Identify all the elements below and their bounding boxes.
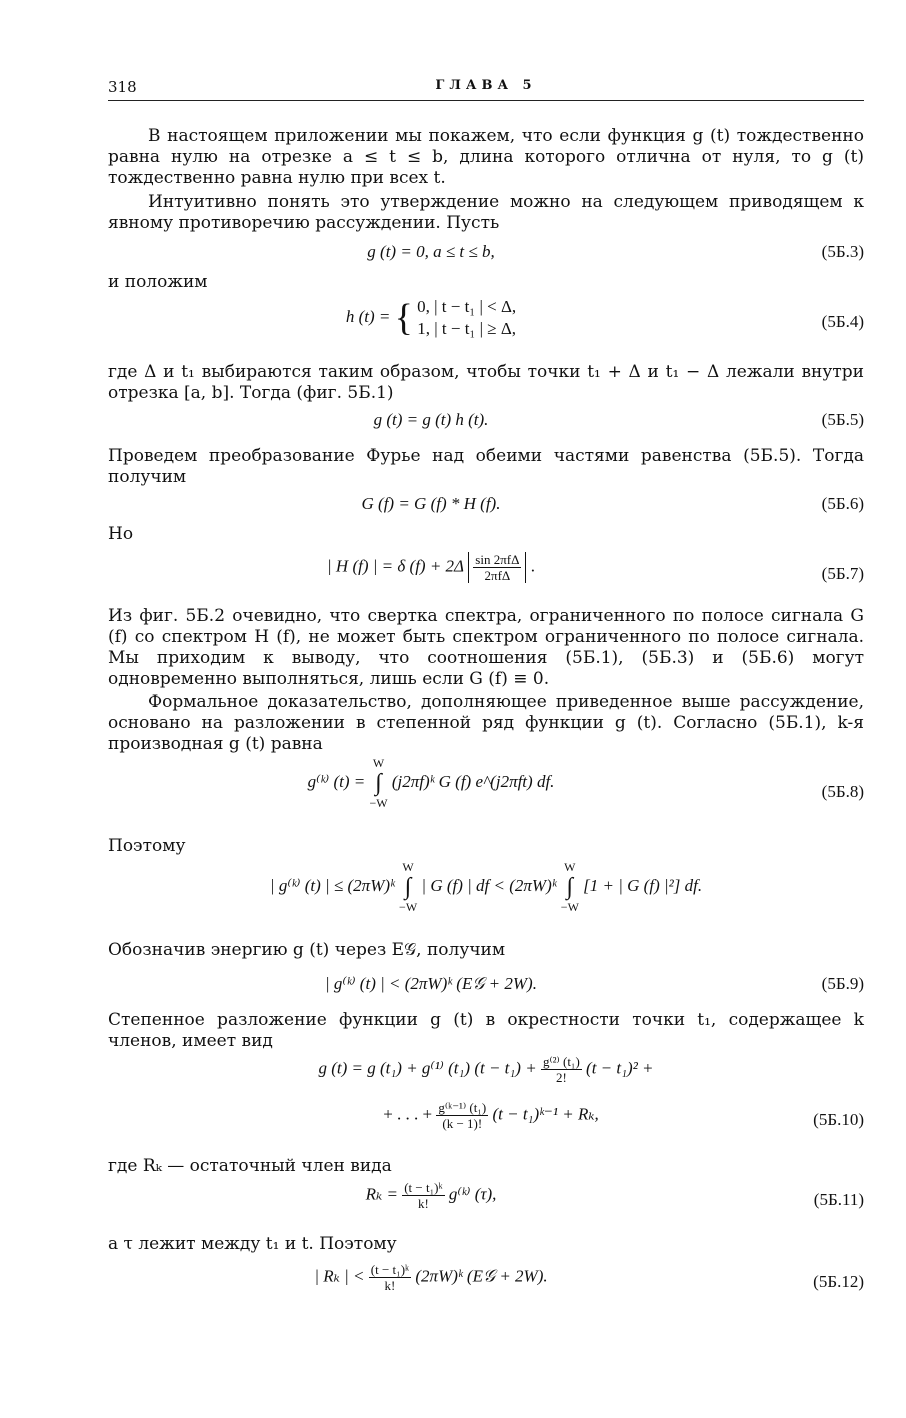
eq-5b11-frac-num: (t − t₁)ᵏ bbox=[404, 1180, 443, 1195]
integral-upper: W bbox=[372, 756, 385, 770]
eq-5b8-lhs: g⁽ᵏ⁾ (t) = bbox=[307, 771, 366, 791]
eq-5b10-part-b: (t − t₁)² + bbox=[586, 1058, 654, 1078]
eq-5b9-number: (5Б.9) bbox=[821, 974, 864, 993]
eq-5b4-case-2: 1, | t − t₁ | ≥ Δ, bbox=[417, 319, 517, 338]
eq-5b12-number: (5Б.12) bbox=[813, 1272, 864, 1291]
eq-5b12-rhs: (2πW)ᵏ (E𝒢 + 2W). bbox=[415, 1266, 548, 1286]
eq-5b11-lhs: Rₖ = bbox=[365, 1184, 398, 1204]
integral-upper: W bbox=[564, 860, 576, 874]
eq-5b7-number: (5Б.7) bbox=[821, 564, 864, 583]
integral-lower: −W bbox=[369, 796, 388, 810]
eq-5b7-frac-num: sin 2πfΔ bbox=[475, 552, 520, 567]
eq-5b12-lhs: | Rₖ | < bbox=[314, 1266, 365, 1286]
eq-5b10-fraction-1 bbox=[541, 1054, 582, 1085]
eq-5b7-frac-den: 2πfΔ bbox=[484, 568, 511, 583]
eq-5b3-body: g (t) = 0, a ≤ t ≤ b, bbox=[367, 242, 495, 261]
equation-5b4 bbox=[108, 296, 864, 346]
ineq-part-a: | g⁽ᵏ⁾ (t) | ≤ (2πW)ᵏ bbox=[269, 875, 395, 895]
paragraph-remainder: где Rₖ — остаточный член вида bbox=[108, 1156, 392, 1176]
eq-5b4-case-1: 0, | t − t₁ | < Δ, bbox=[417, 297, 517, 316]
eq-5b10-part-c: + . . . + bbox=[383, 1104, 433, 1124]
eq-5b11-number: (5Б.11) bbox=[813, 1190, 864, 1209]
eq-5b4-number: (5Б.4) bbox=[821, 312, 864, 331]
equation-inequality bbox=[108, 860, 864, 930]
eq-5b5-number: (5Б.5) bbox=[821, 410, 864, 429]
eq-5b10-frac2-den: (k − 1)! bbox=[442, 1116, 483, 1131]
eq-5b8-number: (5Б.8) bbox=[821, 782, 864, 801]
eq-5b11-frac-den: k! bbox=[417, 1196, 429, 1211]
integral-lower: −W bbox=[560, 900, 579, 914]
equation-5b10-line1 bbox=[108, 1054, 864, 1094]
ineq-part-b: | G (f) | df < (2πW)ᵏ bbox=[421, 875, 557, 895]
eq-5b6-body: G (f) = G (f) * H (f). bbox=[361, 494, 501, 513]
eq-5b4-lhs: h (t) = bbox=[345, 306, 391, 326]
paragraph-energy: Обозначив энергию g (t) через E𝒢, получим bbox=[108, 940, 506, 960]
eq-5b12-frac-num: (t − t₁)ᵏ bbox=[370, 1262, 410, 1277]
paragraph-convolution: Из фиг. 5Б.2 очевидно, что свертка спектра, ограниченного по полосе сигнала G (f) со спектром H (f), не может быть спектром ограниченного по полосе сигнала. Мы приходим к выводу, что соотношения (5Б.1), (5Б.3) и (5Б.6) могут одновременно выполняться, лишь если G (f) ≡ 0. bbox=[108, 606, 864, 689]
eq-5b4-cases bbox=[417, 296, 516, 340]
integral-lower: −W bbox=[399, 900, 418, 914]
eq-5b11-rhs: g⁽ᵏ⁾ (τ), bbox=[448, 1184, 497, 1204]
eq-5b10-fraction-2 bbox=[436, 1100, 488, 1131]
eq-5b10-frac1-den: 2! bbox=[555, 1070, 567, 1085]
eq-5b8-rhs: (j2πf)ᵏ G (f) e^(j2πft) df. bbox=[391, 771, 555, 791]
page-number: 318 bbox=[108, 78, 137, 96]
paragraph-fourier: Проведем преобразование Фурье над обеими частями равенства (5Б.5). Тогда получим bbox=[108, 446, 864, 487]
paragraph-intuition: Интуитивно понять это утверждение можно на следующем приводящем к явному противоречию рассуждении. Пусть bbox=[108, 192, 864, 233]
running-header bbox=[108, 78, 864, 101]
eq-5b7-abs bbox=[468, 552, 526, 583]
eq-5b5-body: g (t) = g (t) h (t). bbox=[373, 410, 489, 429]
eq-5b3-number: (5Б.3) bbox=[821, 242, 864, 261]
eq-5b9-body: | g⁽ᵏ⁾ (t) | < (2πW)ᵏ (E𝒢 + 2W). bbox=[325, 974, 537, 993]
paragraph-tau: а τ лежит между t₁ и t. Поэтому bbox=[108, 1234, 397, 1254]
eq-5b10-frac2-num: g⁽ᵏ⁻¹⁾ (t₁) bbox=[438, 1100, 487, 1115]
integral-symbol: W ∫ −W bbox=[369, 756, 388, 810]
eq-5b11-fraction bbox=[402, 1180, 444, 1211]
paragraph-intro: В настоящем приложении мы покажем, что если функция g (t) тождественно равна нулю на отрезке a ≤ t ≤ b, длина которого отлична от нуля, то g (t) тождественно равна нулю при всех t. bbox=[108, 126, 864, 188]
equation-5b11 bbox=[108, 1180, 864, 1220]
integral-upper: W bbox=[402, 860, 414, 874]
eq-5b10-number: (5Б.10) bbox=[813, 1110, 864, 1129]
eq-5b10-part-a: g (t) = g (t₁) + g⁽¹⁾ (t₁) (t − t₁) + bbox=[318, 1058, 537, 1078]
chapter-title: ГЛАВА 5 bbox=[435, 78, 537, 93]
eq-5b12-fraction bbox=[369, 1262, 411, 1293]
eq-5b7-fraction bbox=[473, 552, 521, 583]
paragraph-but: Но bbox=[108, 524, 134, 544]
eq-5b6-number: (5Б.6) bbox=[821, 494, 864, 513]
paragraph-power-series: Степенное разложение функции g (t) в окрестности точки t₁, содержащее k членов, имеет вид bbox=[108, 1010, 864, 1051]
brace-symbol: { bbox=[394, 297, 413, 339]
eq-5b7-lhs: | H (f) | = δ (f) + 2Δ bbox=[327, 556, 465, 576]
paragraph-let: и положим bbox=[108, 272, 208, 292]
paragraph-where-delta: где Δ и t₁ выбираются таким образом, чтобы точки t₁ + Δ и t₁ − Δ лежали внутри отрезка [a, b]. Тогда (фиг. 5Б.1) bbox=[108, 362, 864, 403]
equation-5b12 bbox=[108, 1262, 864, 1302]
equation-5b8 bbox=[108, 756, 864, 826]
eq-5b10-part-d: (t − t₁)ᵏ⁻¹ + Rₖ, bbox=[492, 1104, 599, 1124]
paragraph-therefore: Поэтому bbox=[108, 836, 186, 856]
equation-5b10-line2 bbox=[108, 1100, 864, 1140]
eq-5b12-frac-den: k! bbox=[384, 1278, 396, 1293]
equation-5b7: | H (f) | = δ (f) + 2Δ $\frac{\text{sin 2πfΔ}}{\text{2πfΔ}}$ . (5Б.7) bbox=[327, 552, 864, 583]
paragraph-formal-proof: Формальное доказательство, дополняющее приведенное выше рассуждение, основано на разложении в степенной ряд функции g (t). Согласно (5Б.1), k-я производная g (t) равна bbox=[108, 692, 864, 754]
integral-symbol: W ∫ −W bbox=[399, 860, 418, 914]
ineq-part-c: [1 + | G (f) |²] df. bbox=[583, 875, 703, 895]
eq-5b10-frac1-num: g⁽²⁾ (t₁) bbox=[542, 1054, 580, 1069]
integral-symbol: W ∫ −W bbox=[560, 860, 579, 914]
